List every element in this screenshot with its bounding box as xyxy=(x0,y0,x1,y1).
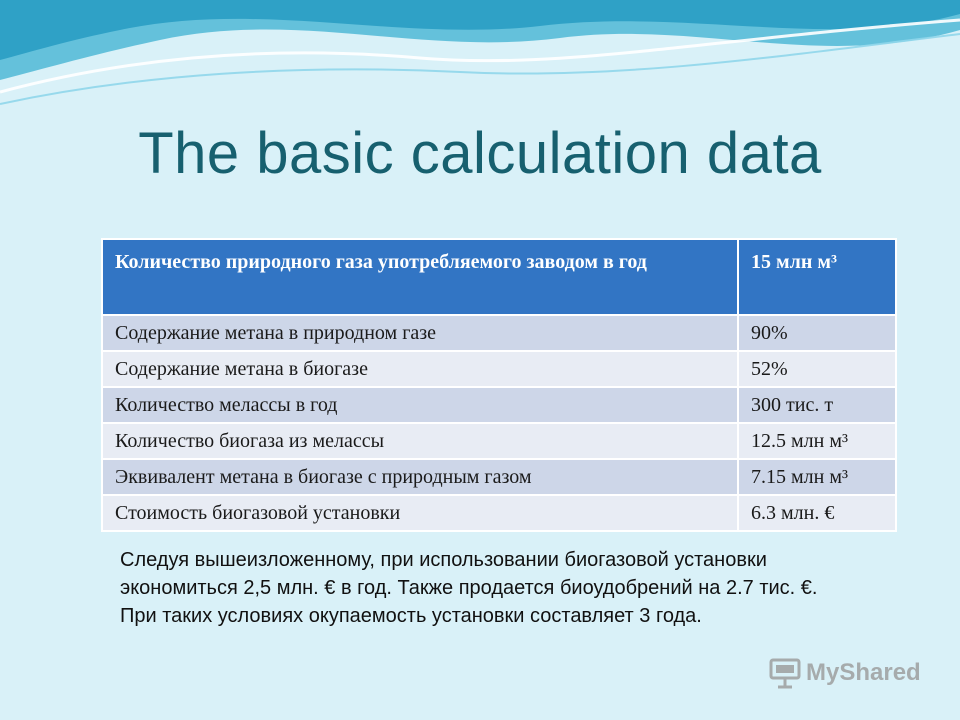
row-value-cell: 90% xyxy=(738,315,896,351)
row-label-cell: Количество мелассы в год xyxy=(102,387,738,423)
header-label-cell: Количество природного газа употребляемого заводом в год xyxy=(102,239,738,315)
row-value-cell: 7.15 млн м³ xyxy=(738,459,896,495)
watermark-text: MyShared xyxy=(806,659,921,686)
table-row xyxy=(102,423,896,459)
table-row xyxy=(102,495,896,531)
row-label-cell: Содержание метана в природном газе xyxy=(102,315,738,351)
calculation-data-table xyxy=(101,238,897,532)
row-label-cell: Количество биогаза из мелассы xyxy=(102,423,738,459)
presentation-board-icon xyxy=(768,656,802,690)
summary-note: Следуя вышеизложенному, при использовании биогазовой установки экономиться 2,5 млн. € в год. Также продается биоудобрений на 2.7 тис. €. При таких условиях окупаемость установки составляет 3 года. xyxy=(120,549,818,627)
table-header-row xyxy=(102,239,896,315)
row-label-cell: Стоимость биогазовой установки xyxy=(102,495,738,531)
row-value-cell: 52% xyxy=(738,351,896,387)
decorative-waves xyxy=(0,0,960,120)
row-value-cell: 6.3 млн. € xyxy=(738,495,896,531)
slide-title: The basic calculation data xyxy=(138,121,822,186)
watermark-logo[interactable] xyxy=(768,656,921,690)
table-row xyxy=(102,351,896,387)
table-row xyxy=(102,315,896,351)
table-row xyxy=(102,387,896,423)
row-label-cell: Содержание метана в биогазе xyxy=(102,351,738,387)
header-value-cell: 15 млн м³ xyxy=(738,239,896,315)
table-row xyxy=(102,459,896,495)
row-value-cell: 300 тис. т xyxy=(738,387,896,423)
row-label-cell: Эквивалент метана в биогазе с природным газом xyxy=(102,459,738,495)
row-value-cell: 12.5 млн м³ xyxy=(738,423,896,459)
